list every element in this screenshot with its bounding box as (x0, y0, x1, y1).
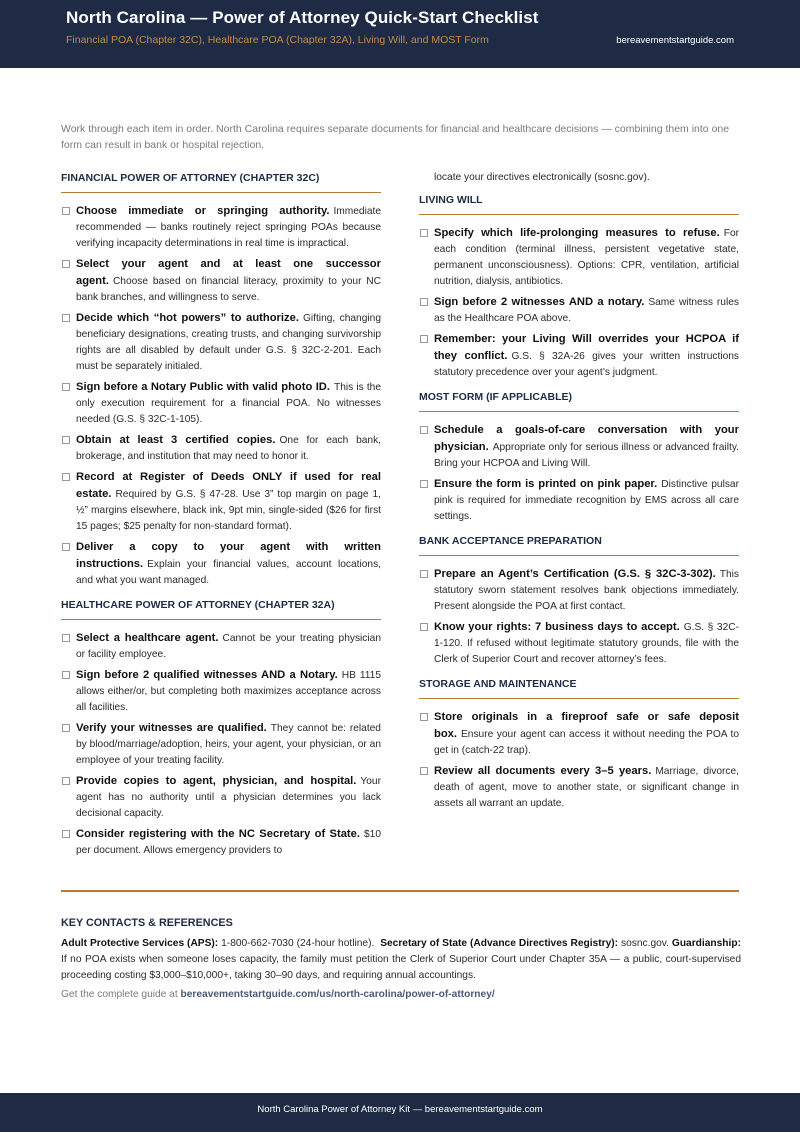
checkbox[interactable] (62, 383, 70, 391)
contacts-text (61, 936, 741, 984)
checklist-item: Deliver a copy to your agent with written instructions. Explain your financial values, account locations, and what you want managed. (61, 539, 381, 589)
page-subtitle: Financial POA (Chapter 32C), Healthcare POA (Chapter 32A), Living Will, and MOST Form (66, 34, 489, 46)
living-will-heading: LIVING WILL (419, 194, 739, 215)
storage-list (419, 709, 739, 812)
checkbox[interactable] (62, 473, 70, 481)
checklist-item: Prepare an Agent’s Certification (G.S. § 32C-3-302). This statutory sworn statement resolves bank objections immediately. Present alongside the POA at first contact. (419, 566, 739, 615)
checklist-item: Obtain at least 3 certified copies. One for each bank, brokerage, and institution that may need to honor it. (61, 432, 381, 465)
sos-label: Secretary of State (Advance Directives Registry): (380, 938, 619, 949)
checklist-item: Choose immediate or springing authority. Immediate recommended — banks routinely reject springing POAs because verifying incapacity determinations in real time is impractical. (61, 203, 381, 252)
checkbox[interactable] (62, 260, 70, 268)
living-will-list (419, 225, 739, 381)
checkbox[interactable] (62, 207, 70, 215)
header-site: bereavementstartguide.com (616, 35, 734, 46)
page-title: North Carolina — Power of Attorney Quick-Start Checklist (66, 8, 539, 27)
checkbox[interactable] (420, 426, 428, 434)
checkbox[interactable] (420, 480, 428, 488)
checklist-item: Sign before 2 qualified witnesses AND a Notary. HB 1115 allows either/or, but completing both maximizes acceptance across all facilities. (61, 667, 381, 716)
section-divider (61, 890, 739, 892)
sos-text: sosnc.gov. (621, 938, 669, 949)
checkbox[interactable] (62, 671, 70, 679)
page-footer: North Carolina Power of Attorney Kit — bereavementstartguide.com (0, 1093, 800, 1132)
checklist-item: Select a healthcare agent. Cannot be your treating physician or facility employee. (61, 630, 381, 663)
checklist-item: Decide which “hot powers” to authorize. Gifting, changing beneficiary designations, creating trusts, and changing survivorship rights are all disabled by default under G.S. § 32C-2-201. Each must be separately initialed. (61, 310, 381, 375)
checkbox[interactable] (420, 229, 428, 237)
checkbox[interactable] (62, 436, 70, 444)
checklist-item: Specify which life-prolonging measures to refuse. For each condition (terminal illness, persistent vegetative state, permanent unconsciousness). Options: CPR, ventilation, artificial nutrition, dialysis, antibiotics. (419, 225, 739, 290)
contacts-heading: KEY CONTACTS & REFERENCES (61, 917, 233, 929)
checkbox[interactable] (62, 543, 70, 551)
checkbox[interactable] (62, 634, 70, 642)
aps-text: 1-800-662-7030 (24-hour hotline). (221, 938, 375, 949)
guardianship-label: Guardianship: (671, 938, 741, 949)
checkbox[interactable] (420, 767, 428, 775)
most-list (419, 422, 739, 525)
bank-heading: BANK ACCEPTANCE PREPARATION (419, 535, 739, 556)
page-header (0, 0, 800, 68)
checklist-item: Verify your witnesses are qualified. They cannot be: related by blood/marriage/adoption, heirs, your agent, your physician, or an employee of your treating facility. (61, 720, 381, 769)
checkbox[interactable] (420, 298, 428, 306)
checkbox[interactable] (62, 777, 70, 785)
healthcare-list (61, 630, 381, 859)
checkbox[interactable] (62, 724, 70, 732)
checkbox[interactable] (62, 314, 70, 322)
guardianship-text: If no POA exists when someone loses capacity, the family must petition the Clerk of Superior Court under Chapter 35A — a public, court-supervised proceeding costing $3,000–$10,000+, taking 30–90 days, and requiring annual accountings. (61, 954, 741, 981)
guide-prefix: Get the complete guide at (61, 989, 178, 1000)
checklist-item: Remember: your Living Will overrides your HCPOA if they conflict. G.S. § 32A-26 gives your written instructions statutory precedence over your agent’s judgment. (419, 331, 739, 381)
checklist-item: Sign before a Notary Public with valid photo ID. This is the only execution requirement for a financial POA. No witnesses needed (G.S. § 32C-1-105). (61, 379, 381, 428)
checkbox[interactable] (420, 623, 428, 631)
intro-text: Work through each item in order. North Carolina requires separate documents for financial and healthcare decisions — combining them into one form can result in bank or hospital rejection. (61, 123, 730, 151)
healthcare-heading: HEALTHCARE POWER OF ATTORNEY (CHAPTER 32A) (61, 599, 381, 620)
checklist-item: Consider registering with the NC Secretary of State. $10 per document. Allows emergency providers to (61, 826, 381, 859)
financial-heading: FINANCIAL POWER OF ATTORNEY (CHAPTER 32C) (61, 172, 381, 193)
aps-label: Adult Protective Services (APS): (61, 938, 219, 949)
checklist-item: Schedule a goals-of-care conversation with your physician. Appropriate only for serious illness or advanced frailty. Bring your HCPOA and Living Will. (419, 422, 739, 472)
guide-line (61, 989, 495, 1000)
checklist-item: Sign before 2 witnesses AND a notary. Same witness rules as the Healthcare POA above. (419, 294, 739, 327)
guide-link[interactable]: bereavementstartguide.com/us/north-carolina/power-of-attorney/ (180, 989, 495, 1000)
checkbox[interactable] (420, 335, 428, 343)
right-column (419, 170, 739, 816)
storage-heading: STORAGE AND MAINTENANCE (419, 678, 739, 699)
checklist-item: Ensure the form is printed on pink paper. Distinctive pulsar pink is required for immediate recognition by EMS across all care settings. (419, 476, 739, 525)
checklist-item: Record at Register of Deeds ONLY if used for real estate. Required by G.S. § 47-28. Use 3” top margin on page 1, ½” margins elsewhere, black ink, 9pt min, single-sided ($26 for first 15 pages; $25 penalty for non-standard format). (61, 469, 381, 535)
left-column (61, 170, 381, 863)
checklist-item: Know your rights: 7 business days to accept. G.S. § 32C-1-120. If refused without legitimate statutory grounds, file with the Clerk of Superior Court and recover attorney’s fees. (419, 619, 739, 668)
healthcare-continuation: locate your directives electronically (sosnc.gov). (434, 172, 650, 183)
bank-list (419, 566, 739, 668)
checkbox[interactable] (420, 713, 428, 721)
financial-list (61, 203, 381, 589)
checklist-item: Store originals in a fireproof safe or safe deposit box. Ensure your agent can access it without needing the POA to get in (catch-22 trap). (419, 709, 739, 759)
checklist-item: Provide copies to agent, physician, and hospital. Your agent has no authority until a physician determines you lack decisional capacity. (61, 773, 381, 822)
most-heading: MOST FORM (IF APPLICABLE) (419, 391, 739, 412)
checklist-item: Select your agent and at least one successor agent. Choose based on financial literacy, proximity to your NC bank branches, and willingness to serve. (61, 256, 381, 306)
checkbox[interactable] (62, 830, 70, 838)
checkbox[interactable] (420, 570, 428, 578)
checklist-item: Review all documents every 3–5 years. Marriage, divorce, death of agent, move to another state, or significant change in assets all warrant an update. (419, 763, 739, 812)
